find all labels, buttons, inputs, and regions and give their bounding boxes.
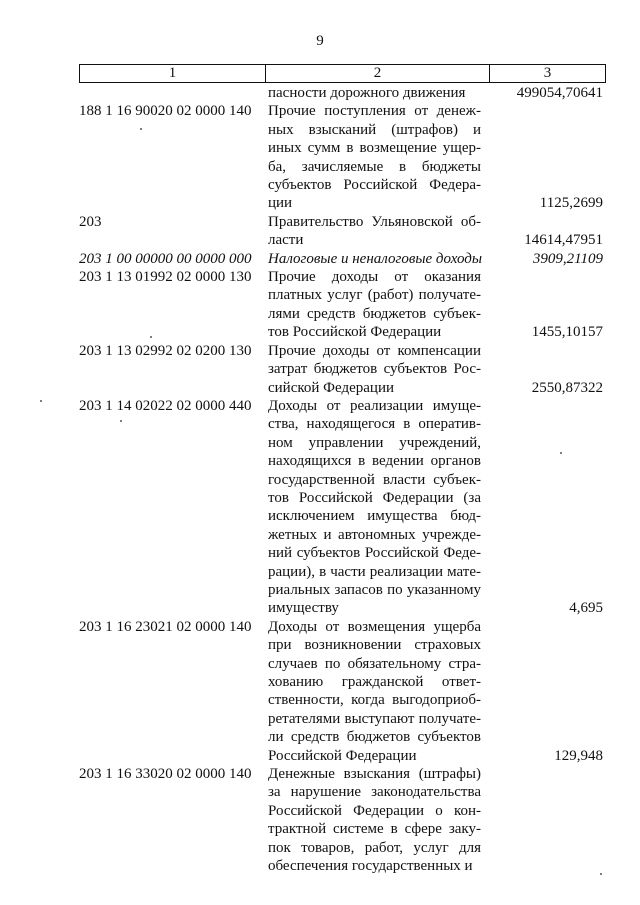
table-row (79, 250, 609, 268)
row-name-line: ретателями выступают получате- (268, 710, 481, 727)
row-name (268, 342, 481, 397)
row-name-line: ли средств бюджетов субъектов (268, 729, 481, 746)
row-name-line: платных услуг (работ) получате- (268, 287, 481, 304)
row-sum: 499054,70641 (516, 85, 603, 101)
row-name-line: Прочие доходы от компенсации (268, 342, 481, 359)
row-name-line: Российской Федерации о кон- (268, 802, 481, 819)
row-name-line: при возникновении страховых (268, 637, 481, 654)
row-name (268, 268, 481, 342)
row-name (268, 618, 481, 765)
table-row (79, 618, 609, 765)
row-name-line: ции (268, 195, 293, 212)
table-row (79, 213, 609, 250)
row-name-line: Доходы от возмещения ущерба (268, 618, 481, 635)
row-name-line: лями средств бюджетов субъек- (268, 305, 481, 322)
row-sum: 1455,10157 (531, 324, 603, 341)
row-sum: 1125,2699 (539, 195, 603, 212)
row-name-line: сийской Федерации (268, 379, 395, 396)
row-name-line: затрат бюджетов субъектов Рос- (268, 361, 481, 378)
table-row (79, 84, 609, 102)
row-code: 203 1 13 02992 02 0200 130 (79, 342, 252, 359)
row-name-line: риальных запасов по указанному (268, 581, 481, 598)
row-code: 203 1 13 01992 02 0000 130 (79, 269, 252, 286)
scan-speck (560, 452, 562, 454)
row-name-line: ба, зачисляемые в бюджеты (268, 158, 481, 175)
table-header (79, 64, 606, 83)
row-name-line: жетных и автономных учрежде- (268, 526, 481, 543)
row-name (268, 84, 481, 102)
row-name-line: Денежные взыскания (штрафы) (268, 766, 481, 783)
row-sum: 3909,21109 (532, 250, 603, 267)
row-code: 203 1 00 00000 00 0000 000 (79, 250, 252, 267)
table-row (79, 268, 609, 342)
row-name (268, 102, 481, 212)
column-header-2: 2 (266, 65, 490, 83)
revenue-table-body (79, 84, 609, 875)
row-name-line: ных взысканий (штрафов) и (268, 121, 481, 138)
row-name-line: за нарушение законодательства (268, 784, 481, 801)
scan-speck (150, 336, 152, 338)
row-name-line: трактной системе в сфере заку- (268, 821, 481, 838)
row-code: 203 1 16 23021 02 0000 140 (79, 618, 252, 635)
row-sum: 4,695 (569, 600, 603, 617)
row-name-line: пасности дорожного движения (268, 85, 466, 101)
table-row (79, 342, 609, 397)
row-sum: 14614,47951 (524, 232, 603, 249)
row-name-line: государственной власти субъек- (268, 471, 481, 488)
scan-speck (40, 400, 42, 402)
row-code: 203 1 16 33020 02 0000 140 (79, 766, 252, 783)
row-name-line: случаев по обязательному стра- (268, 655, 481, 672)
column-header-1: 1 (80, 65, 266, 83)
row-name-line: тов Российской Федерации (268, 324, 442, 341)
row-name-line: Доходы от реализации имуще- (268, 397, 481, 414)
table-row (79, 397, 609, 618)
row-name-line: пок товаров, работ, услуг для (268, 839, 481, 856)
row-name-line: обеспечения государственных и (268, 858, 473, 875)
page-number: 9 (316, 33, 324, 49)
row-name-line: имуществу (268, 600, 339, 617)
row-name (268, 765, 481, 875)
row-code: 203 1 14 02022 02 0000 440 (79, 397, 252, 414)
row-name-line: ном управлении учреждений, (268, 434, 481, 451)
row-name (268, 250, 481, 268)
row-sum: 2550,87322 (531, 379, 603, 396)
row-name-line: исключением имущества бюд- (268, 508, 481, 525)
row-name-line: рации), в части реализации мате- (268, 563, 481, 580)
row-name-line: находящихся в ведении органов (268, 453, 481, 470)
table-row (79, 102, 609, 212)
row-name-line: иных сумм в возмещение ущер- (268, 140, 481, 157)
scan-speck (140, 128, 142, 130)
column-header-3: 3 (490, 65, 606, 83)
row-name-line: ственности, когда выгодоприоб- (268, 692, 481, 709)
row-code: 188 1 16 90020 02 0000 140 (79, 103, 252, 120)
row-name (268, 397, 481, 618)
scan-speck (120, 420, 122, 422)
row-name-line: ний субъектов Российской Феде- (268, 545, 481, 562)
row-name-line: Прочие поступления от денеж- (268, 103, 481, 120)
row-name-line: Прочие доходы от оказания (268, 269, 481, 286)
row-name-line: тов Российской Федерации (за (268, 489, 481, 506)
row-name-line: хованию гражданской ответ- (268, 674, 481, 690)
row-name-line: субъектов Российской Федера- (268, 177, 481, 194)
row-code: 203 (79, 213, 102, 230)
table-row (79, 765, 609, 875)
row-sum: 129,948 (554, 747, 603, 764)
row-name-line: ства, находящегося в оператив- (268, 416, 481, 433)
row-name (268, 213, 481, 250)
row-name-line: ласти (268, 232, 304, 249)
row-name-line: Правительство Ульяновской об- (268, 213, 481, 230)
scan-speck (600, 873, 602, 875)
row-name-line: Налоговые и неналоговые доходы (268, 250, 483, 267)
row-name-line: Российской Федерации (268, 747, 417, 764)
